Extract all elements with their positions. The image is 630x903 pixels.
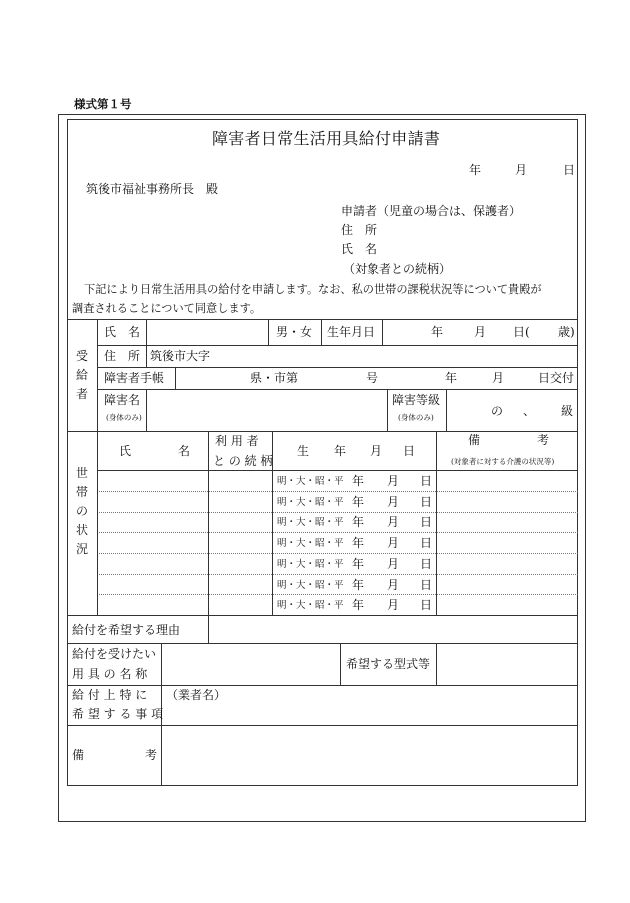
household-row-era: 明・大・昭・平 bbox=[277, 517, 344, 528]
recipient-birth-year: 年 bbox=[431, 325, 444, 339]
handbook-issued: 日交付 bbox=[538, 371, 575, 385]
date-year: 年 bbox=[469, 163, 482, 177]
grade-note: (身体のみ) bbox=[398, 413, 434, 422]
household-row-era: 明・大・昭・平 bbox=[277, 580, 344, 591]
household-row-relation-field[interactable] bbox=[209, 595, 272, 614]
grade-label: 障害等級 bbox=[392, 393, 441, 407]
recipient-section-char-2: 給 bbox=[76, 368, 89, 382]
household-row-month: 月 bbox=[387, 474, 400, 488]
disability-note: (身体のみ) bbox=[106, 413, 142, 422]
household-row-relation-field[interactable] bbox=[209, 533, 272, 552]
household-row-era: 明・大・昭・平 bbox=[277, 497, 344, 508]
date-day: 日 bbox=[563, 163, 576, 177]
grade-unit: 級 bbox=[561, 404, 574, 418]
household-section-char-1: 世 bbox=[76, 466, 89, 480]
household-row-day: 日 bbox=[420, 515, 433, 529]
household-row-remarks-field[interactable] bbox=[437, 471, 578, 490]
special-vendor[interactable]: （業者名） bbox=[166, 688, 227, 702]
recipient-section-char-1: 受 bbox=[76, 349, 89, 363]
recipient-section-char-3: 者 bbox=[76, 387, 89, 401]
household-row-relation-field[interactable] bbox=[209, 471, 272, 490]
date-month: 月 bbox=[515, 163, 528, 177]
household-section-char-4: 状 bbox=[76, 523, 89, 537]
household-row-name-field[interactable] bbox=[98, 554, 208, 573]
household-row-era: 明・大・昭・平 bbox=[277, 476, 344, 487]
special-label-1: 給 付 上 特 に bbox=[72, 688, 148, 702]
household-row-year: 年 bbox=[352, 598, 365, 612]
household-section-char-3: の bbox=[76, 504, 89, 518]
recipient-address-label: 住 所 bbox=[104, 349, 141, 363]
household-row-year: 年 bbox=[352, 536, 365, 550]
household-section-char-2: 帯 bbox=[76, 485, 89, 499]
household-section-char-5: 況 bbox=[76, 542, 89, 556]
household-row-relation-field[interactable] bbox=[209, 554, 272, 573]
household-row-name-field[interactable] bbox=[98, 492, 208, 511]
household-row-year: 年 bbox=[352, 515, 365, 529]
household-row-relation-field[interactable] bbox=[209, 575, 272, 594]
household-row-name-field[interactable] bbox=[98, 595, 208, 614]
household-row-day: 日 bbox=[420, 598, 433, 612]
household-col-birth-2: 年 bbox=[334, 444, 347, 458]
recipient-name-label: 氏 名 bbox=[104, 325, 141, 339]
household-col-birth-3: 月 bbox=[370, 444, 383, 458]
household-col-name-2: 名 bbox=[178, 444, 191, 458]
disability-label: 障害名 bbox=[104, 393, 141, 407]
recipient-gender[interactable]: 男・女 bbox=[276, 325, 313, 339]
household-row-day: 日 bbox=[420, 578, 433, 592]
intro-line-2: 調査されることについて同意します。 bbox=[72, 302, 262, 315]
household-col-birth-1: 生 bbox=[297, 444, 310, 458]
household-row-relation-field[interactable] bbox=[209, 492, 272, 511]
recipient-name-field[interactable] bbox=[147, 320, 267, 345]
recipient-address-value[interactable]: 筑後市大字 bbox=[150, 349, 211, 363]
household-row-era: 明・大・昭・平 bbox=[277, 538, 344, 549]
remarks-field[interactable] bbox=[162, 726, 578, 786]
household-col-name-1: 氏 bbox=[119, 444, 132, 458]
household-row-remarks-field[interactable] bbox=[437, 512, 578, 531]
equipment-label-1: 給付を受けたい bbox=[72, 647, 157, 661]
addressee: 筑後市福祉事務所長 殿 bbox=[86, 182, 219, 196]
household-row-year: 年 bbox=[352, 578, 365, 592]
household-row-year: 年 bbox=[352, 495, 365, 509]
household-row-day: 日 bbox=[420, 536, 433, 550]
handbook-no: 号 bbox=[366, 371, 379, 385]
household-row-era: 明・大・昭・平 bbox=[277, 600, 344, 611]
applicant-address: 住 所 bbox=[341, 223, 378, 237]
household-row-month: 月 bbox=[387, 557, 400, 571]
household-row-name-field[interactable] bbox=[98, 533, 208, 552]
household-row-era: 明・大・昭・平 bbox=[277, 559, 344, 570]
reason-field[interactable] bbox=[209, 616, 578, 643]
household-col-remarks-1: 備 bbox=[468, 433, 481, 447]
household-row-name-field[interactable] bbox=[98, 575, 208, 594]
recipient-birth-label: 生年月日 bbox=[327, 325, 376, 339]
form-title: 障害者日常生活用具給付申請書 bbox=[212, 129, 441, 148]
applicant-label: 申請者（児童の場合は、保護者） bbox=[341, 204, 522, 218]
household-row-remarks-field[interactable] bbox=[437, 575, 578, 594]
household-row-month: 月 bbox=[387, 515, 400, 529]
recipient-age: 歳) bbox=[558, 325, 575, 339]
household-row-month: 月 bbox=[387, 578, 400, 592]
applicant-name: 氏 名 bbox=[341, 242, 378, 256]
handbook-month: 月 bbox=[492, 371, 505, 385]
household-row-year: 年 bbox=[352, 557, 365, 571]
grade-no: の bbox=[491, 404, 504, 418]
handbook-label: 障害者手帳 bbox=[104, 371, 165, 385]
recipient-birth-month: 月 bbox=[474, 325, 487, 339]
equipment-model-label: 希望する型式等 bbox=[346, 657, 431, 671]
equipment-name-field[interactable] bbox=[162, 644, 340, 685]
disability-field[interactable] bbox=[147, 390, 387, 431]
household-row-name-field[interactable] bbox=[98, 512, 208, 531]
equipment-label-2: 用 具 の 名 称 bbox=[72, 667, 148, 681]
household-row-month: 月 bbox=[387, 598, 400, 612]
intro-line-1: 下記により日常生活用具の給付を申請します。なお、私の世帯の課税状況等について貴殿が bbox=[84, 283, 542, 296]
household-row-remarks-field[interactable] bbox=[437, 554, 578, 573]
household-row-remarks-field[interactable] bbox=[437, 595, 578, 614]
special-label-2: 希 望 す る 事 項 bbox=[72, 707, 164, 721]
household-col-relation-2: と の 続 柄 bbox=[213, 454, 273, 468]
form-number: 様式第１号 bbox=[74, 97, 132, 111]
household-row-remarks-field[interactable] bbox=[437, 492, 578, 511]
remarks-char-2: 考 bbox=[145, 748, 158, 762]
household-col-relation-1: 利 用 者 bbox=[215, 434, 259, 448]
household-row-month: 月 bbox=[387, 536, 400, 550]
recipient-birth-day: 日( bbox=[513, 325, 530, 339]
household-row-day: 日 bbox=[420, 557, 433, 571]
grade-sep: 、 bbox=[523, 404, 536, 418]
household-row-day: 日 bbox=[420, 495, 433, 509]
applicant-relation: （対象者との続柄） bbox=[343, 262, 452, 276]
household-col-remarks-note: (対象者に対する介護の状況等) bbox=[451, 457, 555, 466]
equipment-model-field[interactable] bbox=[437, 644, 578, 685]
household-col-birth-4: 日 bbox=[403, 444, 416, 458]
household-row-year: 年 bbox=[352, 474, 365, 488]
handbook-pref: 県・市第 bbox=[250, 371, 299, 385]
household-row-month: 月 bbox=[387, 495, 400, 509]
household-row-relation-field[interactable] bbox=[209, 512, 272, 531]
household-row-name-field[interactable] bbox=[98, 471, 208, 490]
remarks-char-1: 備 bbox=[72, 748, 85, 762]
handbook-year: 年 bbox=[445, 371, 458, 385]
household-row-day: 日 bbox=[420, 474, 433, 488]
household-col-remarks-2: 考 bbox=[537, 433, 550, 447]
reason-label: 給付を希望する理由 bbox=[72, 623, 181, 637]
household-row-remarks-field[interactable] bbox=[437, 533, 578, 552]
